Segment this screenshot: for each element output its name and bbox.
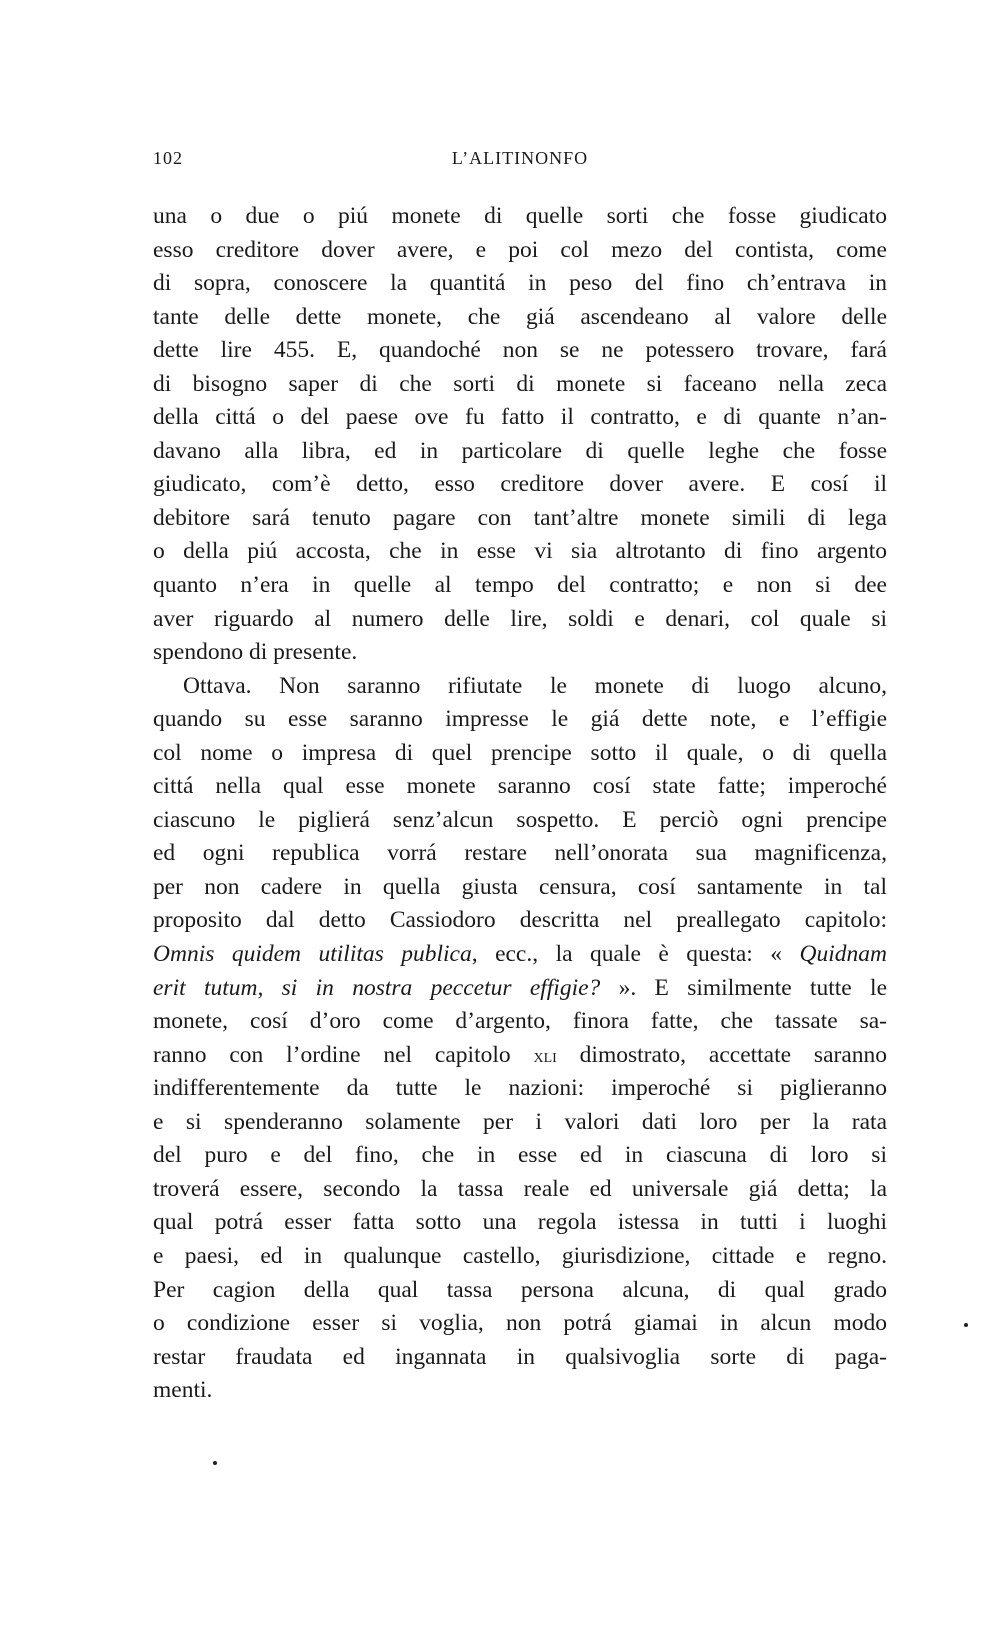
text-line: troverá essere, secondo la tassa reale ed universale giá detta; la: [153, 1175, 887, 1202]
text-line: davano alla libra, ed in particolare di quelle leghe che fosse: [153, 437, 887, 464]
text-line: una o due o piú monete di quelle sorti che fosse giudicato: [153, 203, 887, 229]
italic-quote: erit tutum, si in nostra peccetur effigie?: [153, 974, 601, 1001]
text-line: esso creditore dover avere, e poi col mezo del contista, come: [153, 236, 887, 263]
text-line: dette lire 455. E, quandoché non se ne potessero trovare, fará: [153, 337, 887, 364]
text-line-with-italic: [153, 972, 887, 1006]
page-number: 102: [153, 148, 183, 168]
body-text: [153, 200, 887, 1408]
italic-quote: Quidnam: [799, 941, 887, 968]
text-line: proposito dal detto Cassiodoro descritta nel preallegato capitolo:: [153, 907, 887, 934]
text-line-with-italic: [153, 938, 887, 972]
paragraph-start-line: Ottava. Non saranno rifiutate le monete di luogo alcuno,: [183, 672, 887, 699]
text-line: o della piú accosta, che in esse vi sia altrotanto di fino argento: [153, 538, 887, 565]
running-head: [153, 148, 887, 174]
text-line: giudicato, com’è detto, esso creditore dover avere. E cosí il: [153, 471, 887, 498]
text-line: per non cadere in quella giusta censura, cosí santamente in tal: [153, 873, 887, 900]
plain-text: ranno con l’ordine nel capitolo: [153, 1041, 534, 1068]
text-line: e si spenderanno solamente per i valori dati loro per la rata: [153, 1108, 887, 1135]
text-line-with-small-caps: [153, 1039, 887, 1073]
text-line: qual potrá esser fatta sotto una regola istessa in tutti i luoghi: [153, 1209, 887, 1236]
text-line: quanto n’era in quelle al tempo del contratto; e non si dee: [153, 572, 887, 599]
text-line: restar fraudata ed ingannata in qualsivoglia sorte di paga-: [153, 1343, 887, 1370]
scan-speck: [213, 1461, 217, 1465]
text-line: spendono di presente.: [153, 639, 358, 666]
text-line: e paesi, ed in qualunque castello, giurisdizione, cittade e regno.: [153, 1242, 887, 1269]
text-line: del puro e del fino, che in esse ed in ciascuna di loro si: [153, 1142, 887, 1169]
text-line: debitore sará tenuto pagare con tant’altre monete simili di lega: [153, 504, 887, 531]
plain-text: , ecc., la quale è questa: «: [471, 941, 800, 968]
text-line: menti.: [153, 1377, 213, 1404]
text-line: tante delle dette monete, che giá ascendeano al valore delle: [153, 303, 887, 330]
running-title: L’ALITINONFO: [451, 148, 589, 168]
text-line: o condizione esser si voglia, non potrá giamai in alcun modo: [153, 1310, 887, 1337]
text-line: della cittá o del paese ove fu fatto il contratto, e di quante n’an-: [153, 404, 887, 431]
text-line: quando su esse saranno impresse le giá dette note, e l’effigie: [153, 706, 887, 733]
text-line: Per cagion della qual tassa persona alcuna, di qual grado: [153, 1276, 887, 1303]
plain-text: dimostrato, accettate saranno: [556, 1041, 887, 1068]
text-line: indifferentemente da tutte le nazioni: imperoché si piglieranno: [153, 1075, 887, 1102]
text-line: ciascuno le piglierá senz’alcun sospetto. E perciò ogni prencipe: [153, 806, 887, 833]
text-line: di sopra, conoscere la quantitá in peso del fino ch’entrava in: [153, 270, 887, 297]
italic-quote: Omnis quidem utilitas publica: [153, 941, 472, 968]
text-line: cittá nella qual esse monete saranno cosí state fatte; imperoché: [153, 773, 887, 800]
plain-text: ». E similmente tutte le: [600, 974, 888, 1001]
text-line: di bisogno saper di che sorti di monete si faceano nella zeca: [153, 370, 887, 397]
chapter-numeral: xli: [533, 1044, 557, 1067]
text-line: ed ogni republica vorrá restare nell’onorata sua magnificenza,: [153, 840, 887, 867]
text-line: aver riguardo al numero delle lire, soldi e denari, col quale si: [153, 605, 887, 632]
text-line: col nome o impresa di quel prencipe sotto il quale, o di quella: [153, 739, 887, 766]
text-line: monete, cosí d’oro come d’argento, finora fatte, che tassate sa-: [153, 1008, 887, 1035]
scan-speck: [964, 1323, 968, 1327]
